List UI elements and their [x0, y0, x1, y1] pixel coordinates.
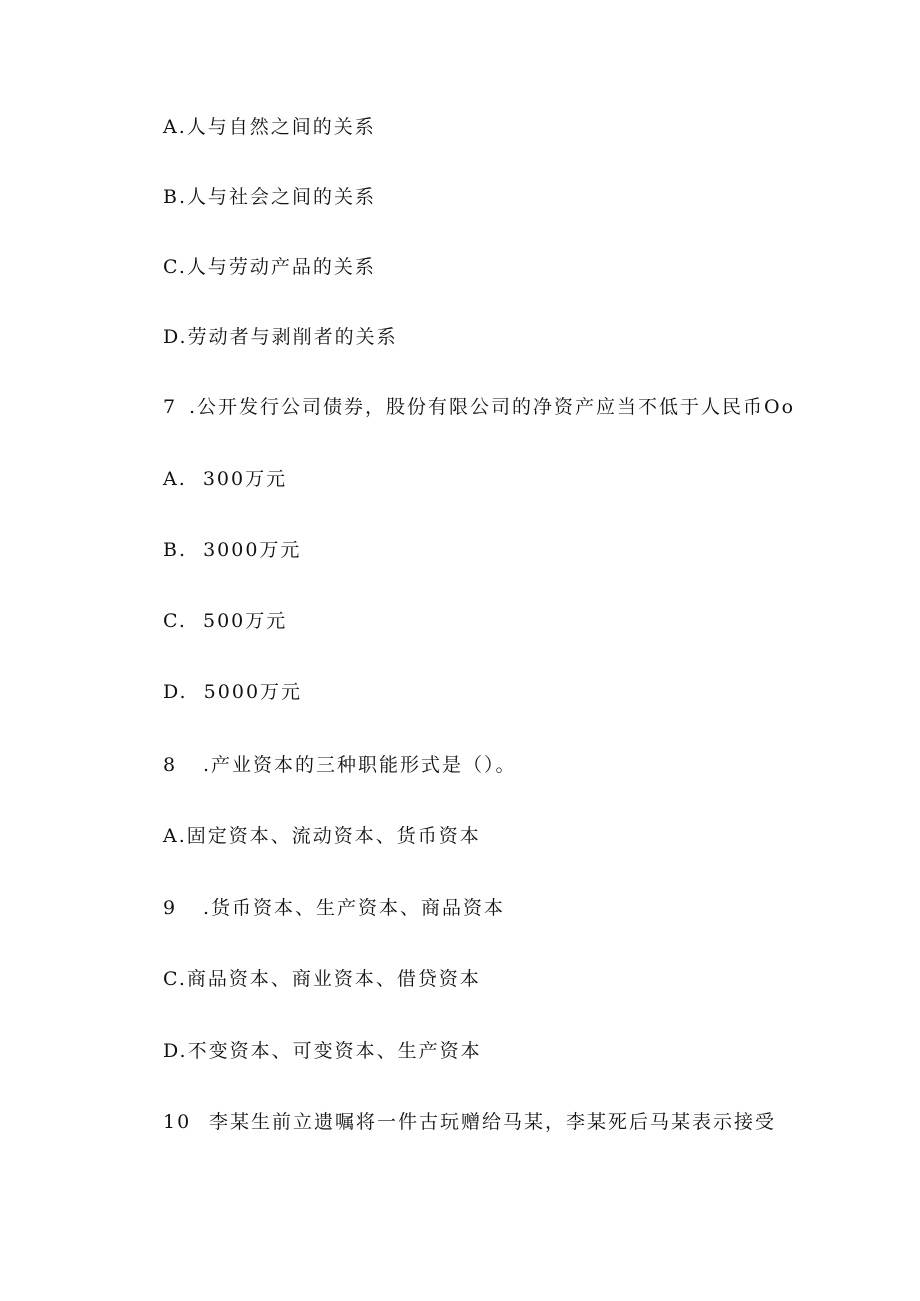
question-text: .公开发行公司债券，股份有限公司的净资产应当不低于人民币Oo	[189, 396, 796, 418]
line-text: D. 5000万元	[163, 681, 303, 703]
line-text: A.人与自然之间的关系	[163, 116, 376, 138]
question-number: 7	[163, 396, 178, 418]
question-7	[163, 394, 795, 420]
question-8	[163, 752, 517, 778]
question-text: .产业资本的三种职能形式是（）。	[203, 754, 517, 776]
option-d-text	[163, 679, 302, 705]
question-10	[163, 1109, 776, 1135]
line-text: A. 300万元	[163, 468, 288, 490]
option-b-text	[163, 184, 376, 210]
option-b-text	[163, 537, 301, 563]
option-c-text	[163, 254, 376, 280]
option-d-text	[163, 324, 398, 350]
question-number: 10	[163, 1111, 192, 1133]
option-a-text	[163, 466, 287, 492]
question-number: 8	[163, 754, 178, 776]
option-a-text	[163, 823, 481, 849]
option-a-text	[163, 114, 376, 140]
line-text: D.劳动者与剥削者的关系	[163, 326, 398, 348]
line-text: C.人与劳动产品的关系	[163, 256, 376, 278]
question-number: 9	[163, 897, 178, 919]
question-text: .货币资本、生产资本、商品资本	[203, 897, 506, 919]
option-d-text	[163, 1038, 482, 1064]
question-9	[163, 895, 505, 921]
line-text: C. 500万元	[163, 610, 288, 632]
line-text: B. 3000万元	[163, 539, 302, 561]
option-c-text	[163, 608, 287, 634]
option-c-text	[163, 966, 481, 992]
line-text: A.固定资本、流动资本、货币资本	[163, 825, 481, 847]
line-text: B.人与社会之间的关系	[163, 186, 377, 208]
line-text: C.商品资本、商业资本、借贷资本	[163, 968, 481, 990]
question-text: 李某生前立遗嘱将一件古玩赠给马某，李某死后马某表示接受	[209, 1111, 777, 1133]
line-text: D.不变资本、可变资本、生产资本	[163, 1040, 482, 1062]
